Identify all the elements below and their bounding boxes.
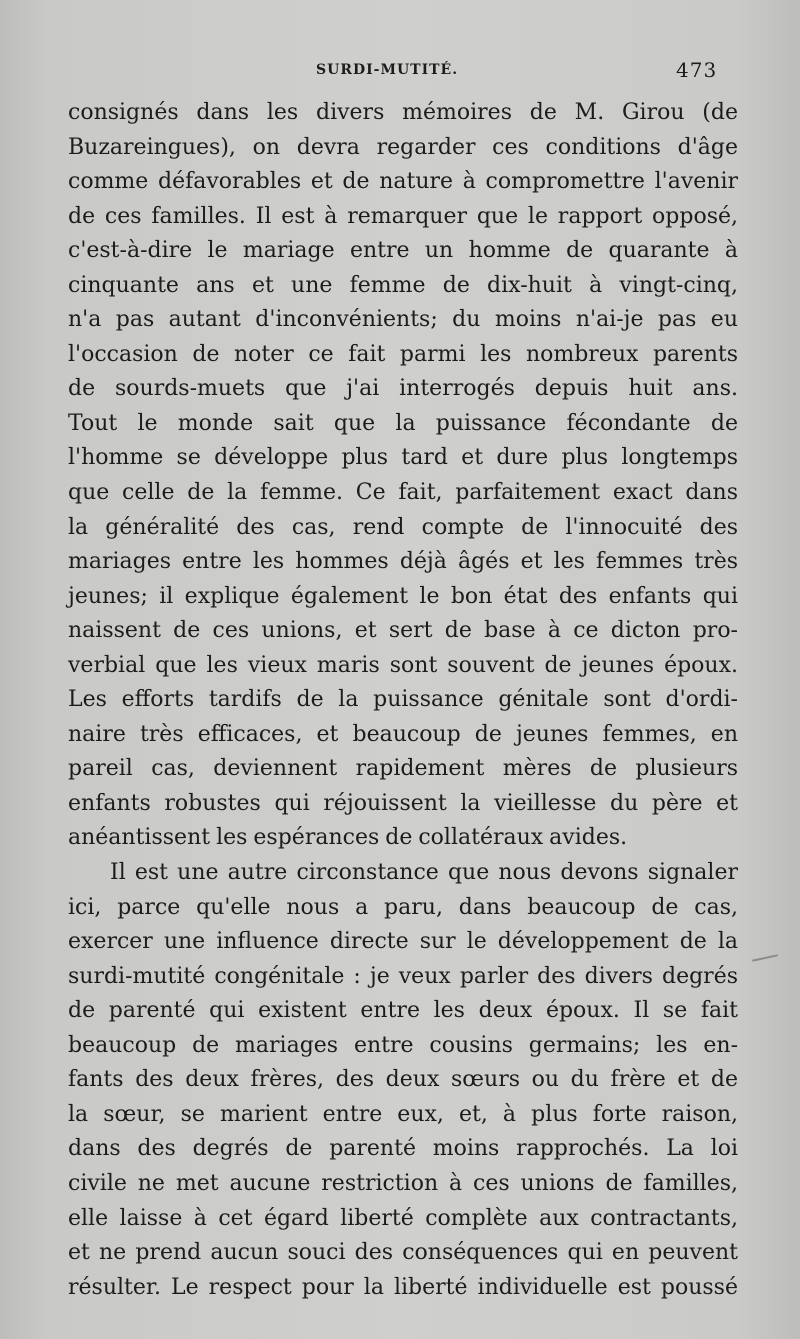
text-line: Il est une autre circonstance que nous devons signaler — [110, 860, 738, 886]
text-line: pareil cas, deviennent rapidement mères de plusieurs — [68, 756, 738, 782]
text-line: elle laisse à cet égard liberté complète aux contractants, — [68, 1205, 738, 1231]
text-line: de parenté qui existent entre les deux époux. Il se fait — [68, 998, 738, 1024]
text-line: mariages entre les hommes déjà âgés et les femmes très — [68, 549, 738, 575]
text-line: cinquante ans et une femme de dix-huit à vingt-cinq, — [68, 272, 738, 298]
text-line: et ne prend aucun souci des conséquences qui en peuvent — [68, 1240, 738, 1266]
text-line: l'occasion de noter ce fait parmi les nombreux parents — [68, 341, 738, 367]
text-line: Tout le monde sait que la puissance fécondante de — [68, 410, 738, 436]
text-line: comme défavorables et de nature à compromettre l'avenir — [68, 169, 738, 195]
text-line: enfants robustes qui réjouissent la vieillesse du père et — [68, 790, 738, 816]
text-line: c'est-à-dire le mariage entre un homme de quarante à — [68, 238, 738, 264]
text-line: consignés dans les divers mémoires de M. Girou (de — [68, 100, 738, 125]
margin-mark — [752, 954, 778, 961]
text-line: n'a pas autant d'inconvénients; du moins n'ai-je pas eu — [68, 307, 738, 333]
running-head — [0, 58, 800, 88]
text-line: la sœur, se marient entre eux, et, à plus forte raison, — [68, 1101, 738, 1127]
text-line: Les efforts tardifs de la puissance génitale sont d'ordi- — [68, 687, 738, 713]
text-line: l'homme se développe plus tard et dure plus longtemps — [68, 445, 738, 471]
text-line: fants des deux frères, des deux sœurs ou du frère et de — [68, 1067, 738, 1093]
body-text — [68, 96, 738, 1305]
text-line: verbial que les vieux maris sont souvent de jeunes époux. — [68, 652, 738, 678]
text-line: naire très efficaces, et beaucoup de jeunes femmes, en — [68, 721, 738, 747]
running-head-title: SURDI-MUTITÉ. — [316, 62, 459, 78]
text-line: dans des degrés de parenté moins rapprochés. La loi — [68, 1136, 738, 1162]
text-line: de ces familles. Il est à remarquer que le rapport opposé, — [68, 203, 738, 229]
text-line: civile ne met aucune restriction à ces unions de familles, — [68, 1170, 738, 1196]
text-line: exercer une influence directe sur le développement de la — [68, 929, 738, 955]
text-line: de sourds-muets que j'ai interrogés depuis huit ans. — [68, 376, 738, 402]
text-line: ici, parce qu'elle nous a paru, dans beaucoup de cas, — [68, 894, 738, 920]
text-line: jeunes; il explique également le bon état des enfants qui — [68, 583, 738, 609]
text-line: Buzareingues), on devra regarder ces conditions d'âge — [68, 134, 738, 160]
page-number: 473 — [676, 58, 718, 82]
text-line: surdi-mutité congénitale : je veux parler des divers degrés — [68, 963, 738, 989]
text-line: résulter. Le respect pour la liberté individuelle est poussé — [68, 1274, 738, 1300]
text-line: naissent de ces unions, et sert de base à ce dicton pro- — [68, 618, 738, 644]
text-line: anéantissent les espérances de collatéraux avides. — [68, 825, 628, 851]
text-line: que celle de la femme. Ce fait, parfaitement exact dans — [68, 480, 738, 506]
text-line: beaucoup de mariages entre cousins germains; les en- — [68, 1032, 738, 1058]
text-line: la généralité des cas, rend compte de l'innocuité des — [68, 514, 738, 540]
